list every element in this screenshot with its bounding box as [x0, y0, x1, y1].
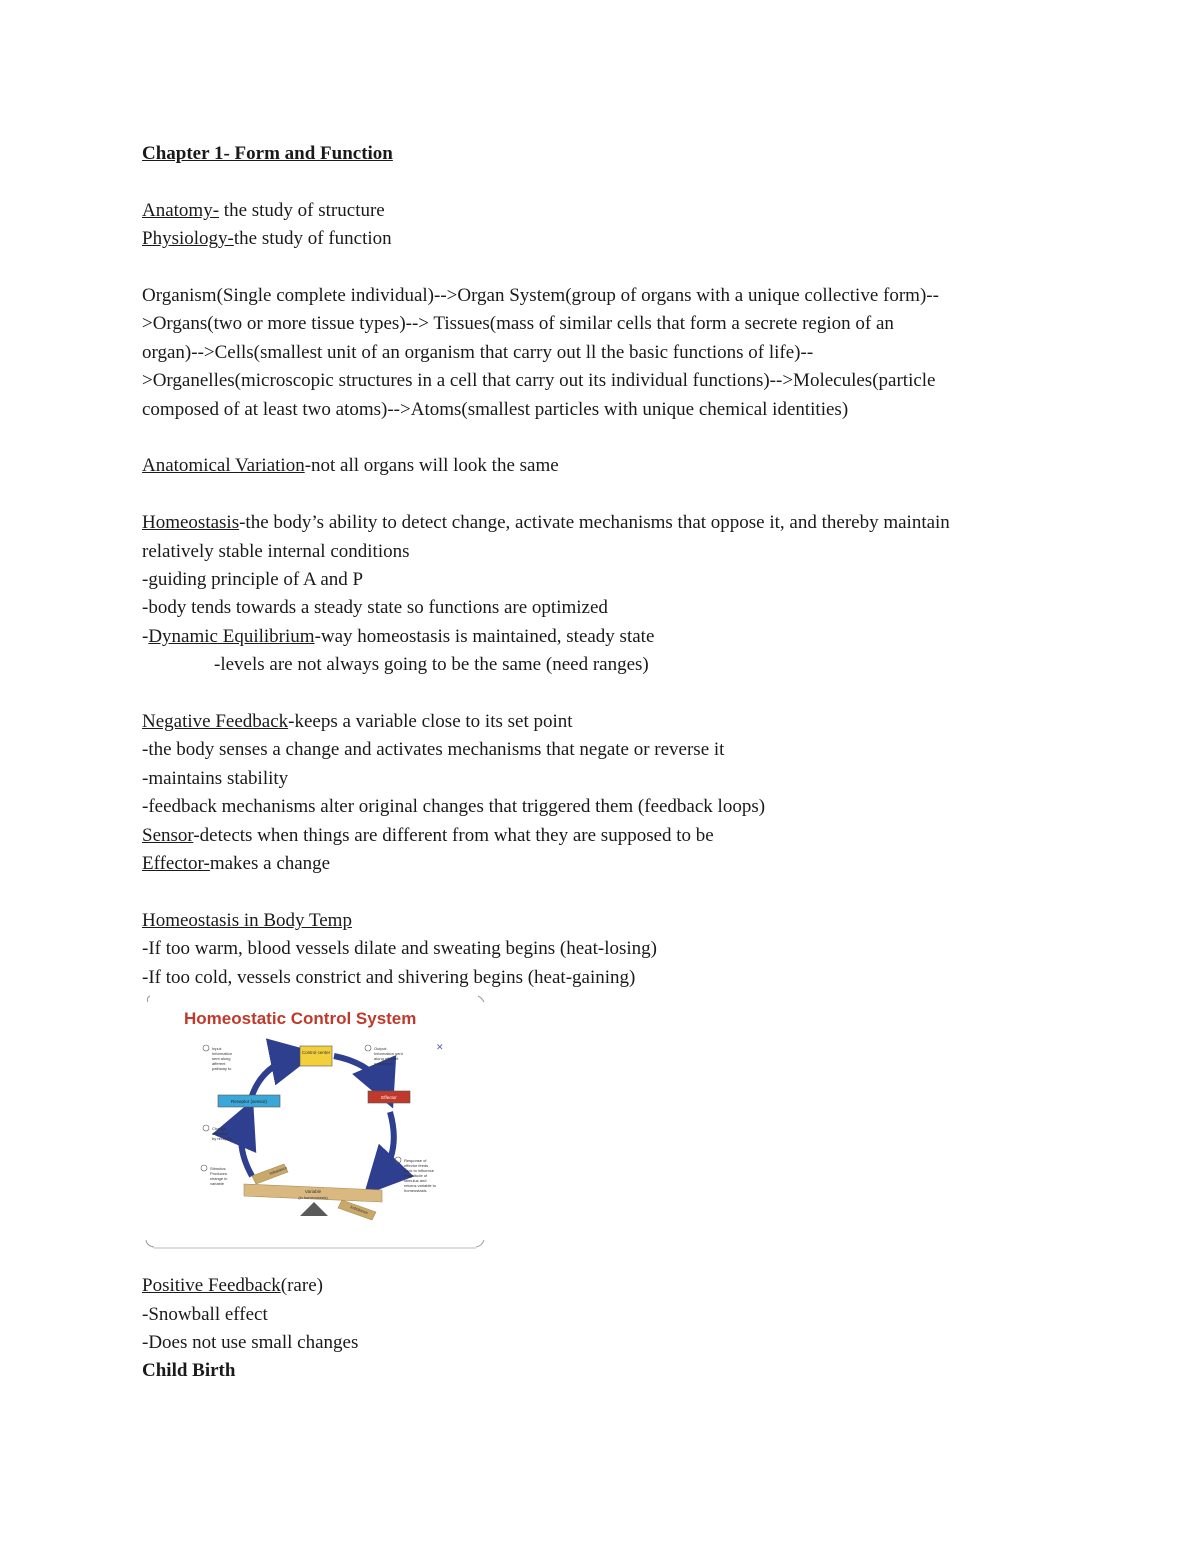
- positive-text: (rare): [280, 1275, 323, 1297]
- dyn-term: Dynamic Equilibrium: [148, 625, 315, 647]
- step-4-line-4: pathway to: [374, 1061, 394, 1067]
- homeostatic-diagram: [142, 994, 487, 1250]
- hierarchy-line-1: Organism(Single complete individual)-->Organ System(group of organs with a unique collective form)--: [142, 285, 939, 306]
- anatomy-term: Anatomy-: [142, 199, 220, 221]
- control-center-label: Control center: [301, 1050, 331, 1056]
- chapter-title: Chapter 1- Form and Function: [142, 143, 393, 164]
- homeostasis-term: Homeostasis: [142, 512, 240, 534]
- corner-mark: [147, 996, 150, 1002]
- step-1-line-1: Stimulus:: [210, 1166, 227, 1172]
- close-icon: ✕: [436, 1043, 444, 1054]
- variable-label: Variable: [304, 1189, 322, 1195]
- dyn-text: -way homeostasis is maintained, steady state: [314, 625, 655, 647]
- step-1-line-4: variable: [210, 1181, 225, 1187]
- fulcrum: [300, 1202, 328, 1216]
- step-5-line-1: Response of: [404, 1158, 427, 1164]
- step-2-line-1: Change: [212, 1126, 227, 1132]
- negative-line-3: -maintains stability: [142, 767, 289, 789]
- hierarchy-line-2: >Organs(two or more tissue types)--> Tissues(mass of similar cells that form a secrete region of an: [142, 313, 894, 335]
- variable-sub-label: (in homeostasis): [298, 1195, 328, 1201]
- step-3-line-5: pathway to: [212, 1066, 232, 1072]
- negative-line-2: -the body senses a change and activates mechanisms that negate or reverse it: [142, 739, 725, 761]
- step-4-line-2: Information sent: [374, 1051, 403, 1057]
- step-1-marker: [201, 1165, 207, 1171]
- homeostasis-definition: [142, 509, 1072, 537]
- homeostasis-line-4: -body tends towards a steady state so functions are optimized: [142, 597, 608, 619]
- negative-text: -keeps a variable close to its set point: [288, 711, 573, 733]
- effector-term: Effector-: [142, 853, 210, 875]
- dyn-prefix: -: [142, 625, 149, 647]
- variation-text: -not all organs will look the same: [304, 455, 559, 477]
- step-3-line-3: sent along: [212, 1056, 231, 1062]
- effector-label: Effector: [381, 1095, 397, 1101]
- positive-line-2: -Snowball effect: [142, 1303, 268, 1325]
- hierarchy-line-3: organ)-->Cells(smallest unit of an organism that carry out ll the basic functions of life)--: [142, 341, 814, 363]
- body-temp-line-1: -If too warm, blood vessels dilate and sweating begins (heat-losing): [142, 938, 657, 960]
- figure-title: Homeostatic Control System: [184, 1009, 417, 1029]
- step-5-line-7: homeostasis: [404, 1188, 427, 1194]
- physiology-term: Physiology-: [142, 228, 234, 250]
- hierarchy-line-5: composed of at least two atoms)-->Atoms(smallest particles with unique chemical identities): [142, 398, 849, 420]
- physiology-text: the study of function: [233, 228, 392, 250]
- negative-feedback: [142, 708, 1072, 736]
- step-3-line-4: afferent: [212, 1061, 226, 1067]
- step-5-marker: [395, 1157, 401, 1163]
- receptor-label: Receptor (sensor): [230, 1099, 268, 1105]
- step-4-line-3: along efferent: [374, 1056, 399, 1062]
- change-arrow: [241, 1116, 252, 1176]
- effector-definition: [142, 850, 1072, 878]
- corner-mark: [476, 1240, 484, 1247]
- corner-mark: [146, 1240, 154, 1247]
- step-3-marker: [203, 1045, 209, 1051]
- step-1-line-3: change in: [210, 1176, 228, 1182]
- dynamic-equilibrium: [142, 623, 1072, 651]
- step-5-line-5: stimulus and: [404, 1178, 427, 1184]
- step-3-line-2: Information: [212, 1051, 233, 1057]
- homeostasis-line-2: relatively stable internal conditions: [142, 540, 410, 562]
- homeostatic-control-figure: [142, 994, 487, 1250]
- step-1-line-2: Produces: [210, 1171, 227, 1177]
- step-5-line-4: magnitude of: [404, 1173, 428, 1179]
- document-page: [142, 140, 1072, 1386]
- control-center-box: [300, 1046, 332, 1066]
- imbalance-label-right: Imbalance: [349, 1204, 369, 1216]
- effector-text: makes a change: [209, 853, 331, 875]
- step-5-line-3: back to influence: [404, 1168, 435, 1174]
- variation-term: Anatomical Variation: [142, 455, 305, 477]
- step-2-marker: [203, 1125, 209, 1131]
- imbalance-label-left: Imbalance: [268, 1165, 288, 1177]
- corner-mark: [478, 996, 484, 1002]
- step-2-line-3: by receptor: [212, 1136, 233, 1142]
- body-temp-heading: Homeostasis in Body Temp: [142, 909, 352, 931]
- hierarchy-line-4: >Organelles(microscopic structures in a cell that carry out its individual functions)-->Molecules(particle: [142, 370, 936, 392]
- child-birth-heading: Child Birth: [142, 1360, 236, 1382]
- anatomy-text: the study of structure: [219, 199, 385, 221]
- homeostasis-text: -the body’s ability to detect change, activate mechanisms that oppose it, and thereby maintain: [239, 512, 950, 534]
- sensor-term: Sensor: [142, 824, 194, 846]
- step-2-line-2: detected: [212, 1131, 228, 1137]
- homeostasis-line-3: -guiding principle of A and P: [142, 569, 364, 591]
- physiology-definition: [142, 225, 1072, 253]
- negative-term: Negative Feedback: [142, 711, 289, 733]
- dynamic-equilibrium-sub: -levels are not always going to be the same (need ranges): [214, 654, 649, 676]
- anatomical-variation: [142, 452, 1072, 480]
- step-5-line-2: effector feeds: [404, 1163, 429, 1169]
- step-4-marker: [365, 1045, 371, 1051]
- step-3-line-1: Input:: [212, 1046, 223, 1052]
- positive-line-3: -Does not use small changes: [142, 1331, 359, 1353]
- sensor-text: -detects when things are different from what they are supposed to be: [193, 824, 714, 846]
- sensor-definition: [142, 822, 1072, 850]
- anatomy-definition: [142, 197, 1072, 225]
- step-4-line-1: Output:: [374, 1046, 388, 1052]
- step-5-line-6: returns variable to: [404, 1183, 437, 1189]
- positive-term: Positive Feedback: [142, 1275, 281, 1297]
- positive-feedback: [142, 1272, 1072, 1300]
- body-temp-line-2: -If too cold, vessels constrict and shivering begins (heat-gaining): [142, 966, 636, 988]
- negative-line-4: -feedback mechanisms alter original changes that triggered them (feedback loops): [142, 796, 766, 818]
- response-arrow: [376, 1112, 394, 1182]
